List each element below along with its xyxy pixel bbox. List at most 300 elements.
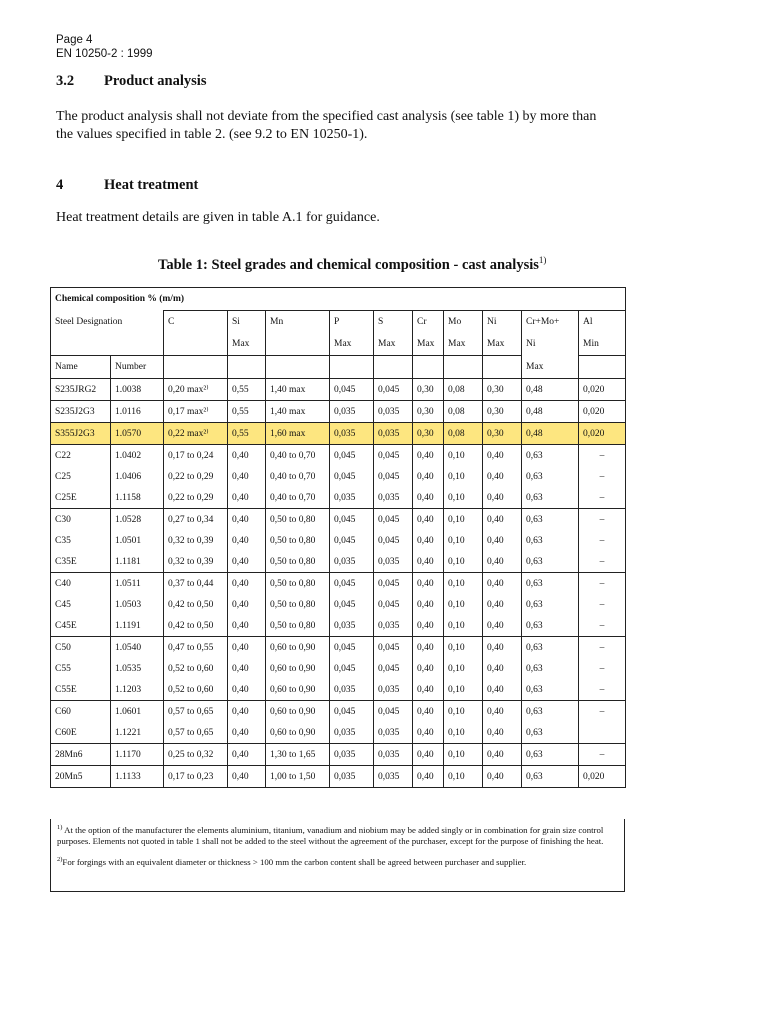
table-row [51,530,626,551]
composition-cell: 0,30 [483,379,522,401]
composition-cell: 0,60 to 0,90 [266,679,330,701]
composition-cell: 0,55 [228,379,266,401]
element-header: Ni [483,311,522,334]
composition-cell: 0,40 [413,487,444,509]
steel-name-cell: S235JRG2 [51,379,111,401]
composition-cell: 0,40 [413,744,444,766]
composition-cell: 0,035 [330,423,374,445]
composition-cell: 0,40 [413,766,444,788]
section-heading-3-2 [56,73,206,90]
composition-cell: 0,10 [444,594,483,615]
table-row [51,766,626,788]
composition-cell: 0,57 to 0,65 [164,722,228,744]
steel-number-cell: 1.0406 [111,466,164,487]
composition-cell: 0,10 [444,744,483,766]
composition-cell: 0,10 [444,679,483,701]
composition-cell: 0,63 [522,701,579,723]
steel-name-cell: C22 [51,445,111,467]
composition-cell: 0,10 [444,658,483,679]
number-column-header: Number [111,356,164,379]
section-number: 3.2 [56,73,75,89]
steel-name-cell: C45 [51,594,111,615]
composition-cell: 0,035 [374,551,413,573]
steel-number-cell: 1.0501 [111,530,164,551]
composition-cell: 0,045 [330,530,374,551]
composition-cell: 0,60 to 0,90 [266,637,330,659]
composition-cell: 0,40 to 0,70 [266,487,330,509]
footnote-1-mark: 1) [57,824,63,831]
composition-cell: 0,045 [374,594,413,615]
composition-cell: 0,40 [413,594,444,615]
steel-name-cell: 20Mn5 [51,766,111,788]
composition-cell: 1,60 max [266,423,330,445]
element-header: Mn [266,311,330,334]
composition-cell: 0,63 [522,487,579,509]
composition-cell: 0,045 [374,509,413,531]
composition-cell: 0,045 [330,658,374,679]
composition-cell: 1,40 max [266,401,330,423]
blank-cell [266,356,330,379]
steel-name-cell: C60E [51,722,111,744]
table-row [51,722,626,744]
composition-cell: – [579,551,626,573]
composition-cell: 0,035 [374,615,413,637]
steel-name-cell: C35 [51,530,111,551]
composition-cell: 0,08 [444,401,483,423]
composition-cell: 0,63 [522,766,579,788]
composition-cell: 0,30 [413,379,444,401]
composition-cell: 0,63 [522,509,579,531]
table-row [51,679,626,701]
steel-name-cell: C55 [51,658,111,679]
composition-caption: Chemical composition % (m/m) [51,288,626,311]
table-row [51,637,626,659]
composition-cell: 0,40 [228,722,266,744]
composition-cell: 0,40 [413,658,444,679]
table-header-row-4 [51,356,626,379]
steel-name-cell: C35E [51,551,111,573]
element-header: P [330,311,374,334]
composition-cell: 0,48 [522,401,579,423]
composition-cell: 0,10 [444,509,483,531]
composition-cell: 0,60 to 0,90 [266,701,330,723]
footnote-1 [57,822,618,848]
composition-cell: 0,42 to 0,50 [164,615,228,637]
blank-cell [374,356,413,379]
composition-cell: 0,40 [228,573,266,595]
blank-cell [483,356,522,379]
composition-cell: 0,32 to 0,39 [164,530,228,551]
composition-cell: – [579,466,626,487]
composition-cell: 0,40 [483,637,522,659]
composition-cell: 0,40 [228,658,266,679]
composition-cell: 0,63 [522,445,579,467]
element-header: Si [228,311,266,334]
composition-cell: 0,47 to 0,55 [164,637,228,659]
steel-number-cell: 1.0570 [111,423,164,445]
element-header: Mo [444,311,483,334]
composition-cell: 0,50 to 0,80 [266,509,330,531]
composition-cell: 0,40 [483,658,522,679]
steel-number-cell: 1.1133 [111,766,164,788]
composition-cell: 0,50 to 0,80 [266,573,330,595]
composition-cell: 0,40 [413,551,444,573]
composition-cell: 0,045 [330,594,374,615]
composition-cell: – [579,679,626,701]
composition-cell: – [579,487,626,509]
composition-cell: 0,63 [522,679,579,701]
steel-number-cell: 1.0402 [111,445,164,467]
table-title [158,255,546,274]
composition-cell: 0,045 [330,509,374,531]
composition-cell: 0,40 [413,445,444,467]
standard-reference: EN 10250-2 : 1999 [56,48,153,60]
blank-cell [330,356,374,379]
composition-cell: 0,22 max²⁾ [164,423,228,445]
section-heading-4 [56,177,198,194]
composition-cell: 0,10 [444,701,483,723]
composition-cell: 0,50 to 0,80 [266,551,330,573]
composition-cell: 0,10 [444,445,483,467]
composition-cell: 0,60 to 0,90 [266,658,330,679]
composition-cell: 0,60 to 0,90 [266,722,330,744]
composition-cell: 0,55 [228,401,266,423]
footnote-2-text: For forgings with an equivalent diameter or thickness > 100 mm the carbon content shall be agreed between purchaser and supplier. [62,856,527,867]
table-row [51,658,626,679]
composition-cell: 0,40 [483,744,522,766]
limit-header: Max [330,333,374,356]
composition-cell: 0,020 [579,766,626,788]
composition-cell: 0,40 [228,487,266,509]
composition-cell: 0,035 [374,423,413,445]
composition-cell: 0,045 [330,637,374,659]
composition-cell: 0,63 [522,530,579,551]
composition-cell: 0,40 [413,466,444,487]
composition-cell: – [579,530,626,551]
table-row [51,445,626,467]
composition-cell: 0,63 [522,573,579,595]
composition-cell: 0,035 [374,722,413,744]
steel-number-cell: 1.0116 [111,401,164,423]
composition-table [50,287,626,788]
composition-cell: 0,035 [330,766,374,788]
section-title: Product analysis [104,73,207,89]
element-header: S [374,311,413,334]
composition-cell: 0,17 to 0,23 [164,766,228,788]
composition-cell: 0,045 [374,701,413,723]
composition-cell: 0,30 [483,423,522,445]
blank-cell [413,356,444,379]
steel-name-cell: C25E [51,487,111,509]
composition-cell: 0,40 [228,637,266,659]
blank-cell [51,333,164,356]
composition-cell: 0,035 [374,766,413,788]
composition-cell: 0,045 [374,637,413,659]
element-header: C [164,311,228,334]
composition-cell: 0,40 [228,509,266,531]
composition-cell: 0,40 [483,530,522,551]
composition-cell: 0,035 [374,679,413,701]
composition-cell: 0,63 [522,594,579,615]
composition-cell: 0,035 [330,744,374,766]
composition-cell: 0,63 [522,722,579,744]
composition-cell: 0,40 [483,679,522,701]
composition-cell: 0,035 [330,551,374,573]
limit-header: Min [579,333,626,356]
composition-cell: 0,40 [413,701,444,723]
composition-cell: 0,40 [228,615,266,637]
composition-cell: 0,63 [522,466,579,487]
composition-cell: 0,50 to 0,80 [266,615,330,637]
steel-name-cell: C25 [51,466,111,487]
steel-number-cell: 1.1158 [111,487,164,509]
heat-treatment-paragraph: Heat treatment details are given in table A.1 for guidance. [56,210,380,225]
section-title: Heat treatment [104,177,199,193]
composition-cell: 0,63 [522,551,579,573]
composition-cell: 0,40 [228,594,266,615]
composition-cell: 0,035 [330,615,374,637]
steel-number-cell: 1.0511 [111,573,164,595]
composition-cell: 0,08 [444,423,483,445]
steel-name-cell: C55E [51,679,111,701]
steel-number-cell: 1.0038 [111,379,164,401]
composition-cell: 0,10 [444,551,483,573]
table-row [51,551,626,573]
composition-cell: 0,55 [228,423,266,445]
footnote-2-mark: 2) [57,855,63,863]
element-header: Cr+Mo+ [522,311,579,334]
composition-cell: 0,10 [444,637,483,659]
composition-cell: 0,10 [444,766,483,788]
composition-cell: 0,40 [228,551,266,573]
name-column-header: Name [51,356,111,379]
composition-cell: – [579,573,626,595]
composition-cell: 0,50 to 0,80 [266,594,330,615]
table-row [51,401,626,423]
crmoni-max-header: Max [522,356,579,379]
composition-cell: 0,045 [374,379,413,401]
composition-cell: – [579,658,626,679]
composition-cell: 0,40 [483,551,522,573]
blank-cell [228,356,266,379]
composition-cell: 0,045 [374,573,413,595]
steel-name-cell: S355J2G3 [51,423,111,445]
composition-cell: 0,40 [413,509,444,531]
composition-cell: 0,40 [228,466,266,487]
composition-cell: 0,40 [413,530,444,551]
composition-cell: 0,30 [483,401,522,423]
steel-number-cell: 1.0528 [111,509,164,531]
composition-cell: 0,40 [413,615,444,637]
composition-cell: 0,045 [330,466,374,487]
composition-cell: 0,22 to 0,29 [164,487,228,509]
limit-header: Max [413,333,444,356]
composition-cell: 0,40 [483,615,522,637]
element-header: Cr [413,311,444,334]
composition-cell: 0,17 to 0,24 [164,445,228,467]
limit-header: Max [374,333,413,356]
composition-cell: 0,40 [413,722,444,744]
composition-cell: 0,045 [374,466,413,487]
steel-number-cell: 1.1181 [111,551,164,573]
steel-number-cell: 1.0540 [111,637,164,659]
composition-cell: 0,40 [483,594,522,615]
composition-cell: 0,20 max²⁾ [164,379,228,401]
composition-cell: 0,40 [413,679,444,701]
composition-cell: 0,42 to 0,50 [164,594,228,615]
composition-cell: – [579,637,626,659]
composition-cell: 0,40 [228,701,266,723]
composition-cell: 0,10 [444,530,483,551]
composition-cell: 0,020 [579,423,626,445]
composition-cell: – [579,701,626,723]
composition-cell: – [579,445,626,467]
composition-cell: 0,035 [374,401,413,423]
table-header-row-3 [51,333,626,356]
composition-cell: 0,63 [522,658,579,679]
composition-cell: 0,40 [483,573,522,595]
composition-cell: 0,40 [413,573,444,595]
composition-cell: 0,40 [483,487,522,509]
composition-cell: 0,40 [483,509,522,531]
steel-number-cell: 1.0601 [111,701,164,723]
composition-cell: 1,40 max [266,379,330,401]
composition-cell: 0,045 [330,445,374,467]
composition-cell: 0,40 [483,466,522,487]
composition-cell: 0,30 [413,401,444,423]
composition-cell: 0,25 to 0,32 [164,744,228,766]
limit-header [164,333,228,356]
composition-cell: 0,32 to 0,39 [164,551,228,573]
table-row [51,487,626,509]
composition-cell: 0,035 [374,744,413,766]
table-row [51,379,626,401]
composition-cell: 0,40 [483,701,522,723]
composition-cell: 0,50 to 0,80 [266,530,330,551]
composition-cell: 0,40 to 0,70 [266,466,330,487]
table-row [51,466,626,487]
composition-cell: 0,40 to 0,70 [266,445,330,467]
steel-number-cell: 1.1221 [111,722,164,744]
composition-cell: 0,52 to 0,60 [164,679,228,701]
composition-cell: 0,57 to 0,65 [164,701,228,723]
table-row [51,594,626,615]
steel-designation-label: Steel Designation [51,311,164,334]
composition-cell: 0,63 [522,615,579,637]
composition-cell: 0,035 [374,487,413,509]
composition-cell: 0,035 [330,679,374,701]
composition-cell: 0,63 [522,744,579,766]
composition-cell: 1,00 to 1,50 [266,766,330,788]
steel-number-cell: 1.0503 [111,594,164,615]
composition-cell: 0,40 [483,766,522,788]
composition-cell: 0,045 [330,701,374,723]
composition-cell: 0,48 [522,379,579,401]
table-header-row-1 [51,288,626,311]
composition-cell: 0,40 [413,637,444,659]
blank-cell [444,356,483,379]
steel-name-cell: C40 [51,573,111,595]
steel-number-cell: 1.1170 [111,744,164,766]
limit-header: Ni [522,333,579,356]
limit-header: Max [444,333,483,356]
table-row [51,573,626,595]
composition-cell: 0,40 [483,445,522,467]
steel-name-cell: C50 [51,637,111,659]
table-row [51,701,626,723]
composition-cell: 0,08 [444,379,483,401]
table-footnotes [50,819,625,892]
composition-cell: 0,27 to 0,34 [164,509,228,531]
composition-cell: 0,045 [374,658,413,679]
steel-name-cell: 28Mn6 [51,744,111,766]
footnote-1-text: At the option of the manufacturer the elements aluminium, titanium, vanadium and niobium may be added singly or in combination for grain size control purposes. Elements not quoted in table 1 shall not be added to the steel without the agreement of the purchaser, except for the purpose of finishing the heat. [57,824,604,847]
composition-cell: 1,30 to 1,65 [266,744,330,766]
composition-cell: 0,045 [374,445,413,467]
composition-cell: 0,10 [444,466,483,487]
steel-name-cell: S235J2G3 [51,401,111,423]
footnote-2 [57,854,618,868]
composition-cell: 0,40 [483,722,522,744]
composition-cell: 0,37 to 0,44 [164,573,228,595]
section-number: 4 [56,177,64,193]
limit-header: Max [228,333,266,356]
table-row [51,744,626,766]
composition-cell: 0,30 [413,423,444,445]
limit-header: Max [483,333,522,356]
steel-number-cell: 1.0535 [111,658,164,679]
table-title-footnote-mark: 1) [538,255,547,265]
composition-cell: 0,045 [330,379,374,401]
steel-name-cell: C45E [51,615,111,637]
composition-cell: 0,10 [444,573,483,595]
element-header: Al [579,311,626,334]
composition-cell: 0,035 [330,401,374,423]
composition-cell: 0,035 [330,487,374,509]
composition-cell: 0,40 [228,766,266,788]
composition-cell: – [579,509,626,531]
product-analysis-paragraph: The product analysis shall not deviate from the specified cast analysis (see table 1) by more than the values specified in table 2. (see 9.2 to EN 10250-1). [56,109,597,142]
composition-cell: 0,045 [374,530,413,551]
composition-cell: 0,035 [330,722,374,744]
table-title-text: Table 1: Steel grades and chemical composition - cast analysis [158,256,539,273]
composition-cell: – [579,744,626,766]
composition-cell: 0,17 max²⁾ [164,401,228,423]
composition-cell: 0,52 to 0,60 [164,658,228,679]
composition-cell: 0,63 [522,637,579,659]
steel-name-cell: C60 [51,701,111,723]
blank-cell [164,356,228,379]
composition-cell: 0,10 [444,722,483,744]
steel-number-cell: 1.1203 [111,679,164,701]
composition-cell: 0,020 [579,401,626,423]
composition-cell: 0,40 [228,530,266,551]
page-header [56,33,153,61]
limit-header [266,333,330,356]
table-row [51,509,626,531]
composition-cell: – [579,615,626,637]
composition-cell: 0,045 [330,573,374,595]
table-row [51,423,626,445]
steel-name-cell: C30 [51,509,111,531]
page-number: Page 4 [56,34,93,46]
composition-cell: 0,020 [579,379,626,401]
composition-cell: 0,22 to 0,29 [164,466,228,487]
blank-cell [579,356,626,379]
composition-cell: 0,40 [228,445,266,467]
table-header-row-2 [51,311,626,334]
composition-cell: 0,10 [444,487,483,509]
